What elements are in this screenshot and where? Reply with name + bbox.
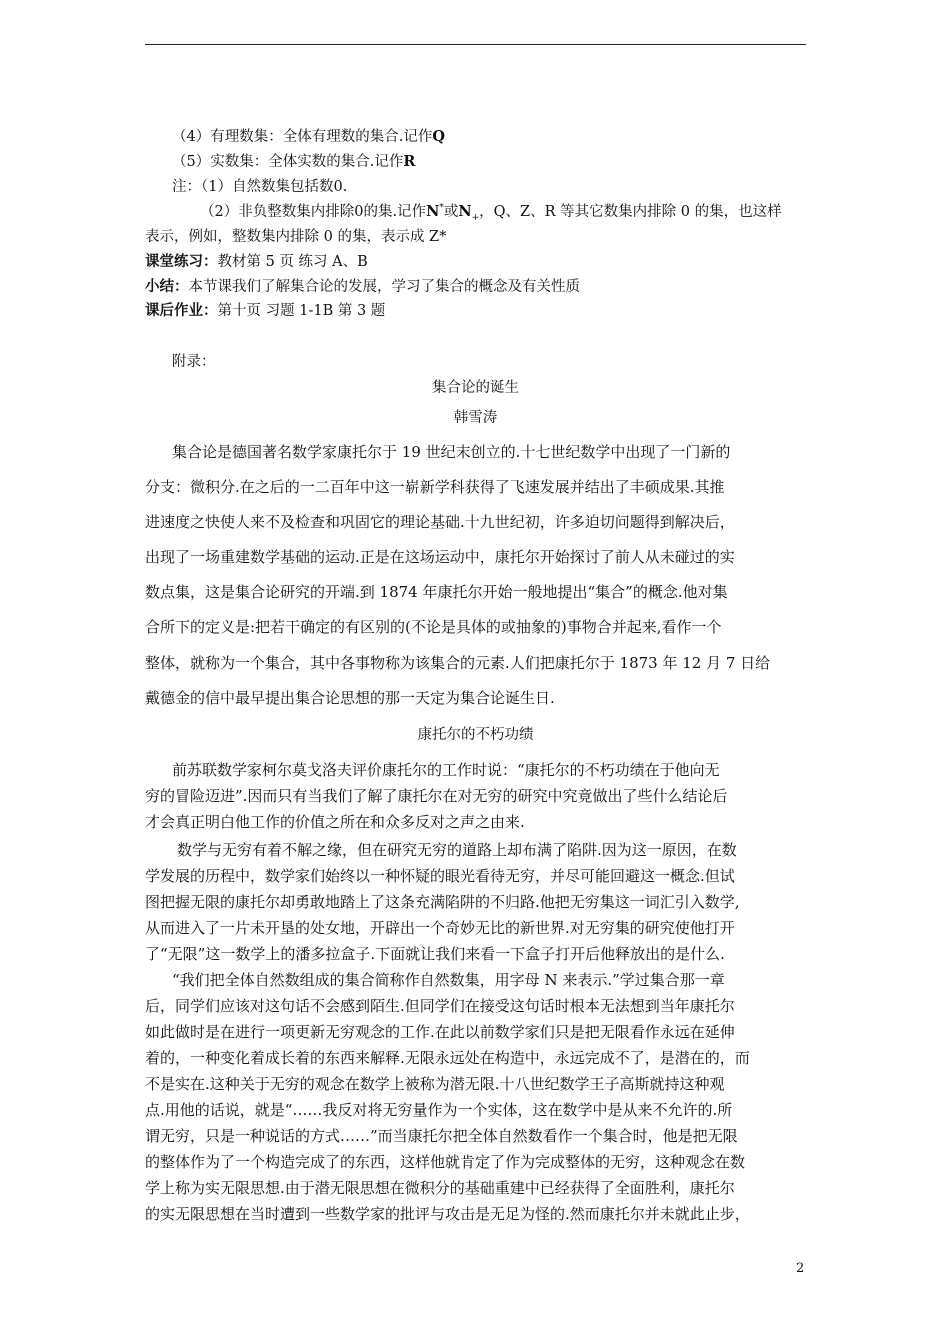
paragraph-line: 集合论是德国著名数学家康托尔于 19 世纪末创立的.十七世纪数学中出现了一门新的 [172, 443, 731, 461]
article-title: 集合论的诞生 [432, 380, 519, 396]
paragraph-line: 了“无限”这一数学上的潘多拉盒子.下面就让我们来看一下盒子打开后他释放出的是什么. [145, 945, 725, 963]
paragraph-line: 戴德金的信中最早提出集合论思想的那一天定为集合论诞生日. [145, 689, 555, 707]
homework-line [145, 301, 385, 321]
note2-plus: + [471, 213, 480, 223]
note2-or: 或 [443, 204, 459, 220]
paragraph-line: 从而进入了一片未开垦的处女地，开辟出一个奇妙无比的新世界.对无穷集的研究使他打开 [145, 919, 735, 937]
note2-symbol-n2: N [458, 203, 472, 220]
page-number: 2 [796, 1261, 805, 1276]
rational-set-text: （4）有理数集：全体有理数的集合.记作 [172, 129, 433, 145]
paragraph-line: 整体，就称为一个集合，其中各事物称为该集合的元素.人们把康托尔于 1873 年 12 月 7 日给 [145, 654, 771, 672]
header-rule [145, 44, 806, 45]
article-author: 韩雪涛 [453, 410, 498, 426]
note2-symbol-n: N [426, 203, 440, 220]
note2-text-b: ，Q、Z、R 等其它数集内排除 0 的集，也这样 [479, 204, 782, 220]
appendix-label: 附录： [172, 354, 216, 370]
summary-text: 本节课我们了解集合论的发展，学习了集合的概念及有关性质 [188, 279, 580, 295]
paragraph-line: 出现了一场重建数学基础的运动.正是在这场运动中，康托尔开始探讨了前人从未碰过的实 [145, 548, 735, 566]
real-set-line [172, 152, 415, 172]
practice-line [145, 252, 368, 272]
paragraph-line: 才会真正明白他工作的价值之所在和众多反对之声之由来. [145, 813, 525, 831]
paragraph-line: 后，同学们应该对这句话不会感到陌生.但同学们在接受这句话时根本无法想到当年康托尔 [145, 997, 735, 1015]
homework-text: 第十页 习题 1-1B 第 3 题 [217, 303, 386, 319]
section-title: 康托尔的不朽功绩 [417, 727, 534, 743]
paragraph-line: 点.用他的话说，就是“……我反对将无穷量作为一个实体，这在数学中是从来不允许的.所 [145, 1101, 733, 1119]
real-set-symbol: R [403, 153, 416, 170]
practice-label: 课堂练习： [145, 253, 218, 270]
paragraph-line: “我们把全体自然数组成的集合简称作自然数集，用字母 N 来表示.”学过集合那一章 [172, 971, 725, 989]
paragraph-line: 着的，一种变化着成长着的东西来解释.无限永远处在构造中，永远完成不了，是潜在的，而 [145, 1049, 750, 1067]
note-line-2 [200, 202, 782, 224]
paragraph-line: 合所下的定义是:把若干确定的有区别的(不论是具体的或抽象的)事物合并起来,看作一个 [145, 618, 722, 636]
note2-text-a: （2）非负整数集内排除0的集.记作 [200, 204, 427, 220]
paragraph-line: 的整体作为了一个构造完成了的东西，这样他就肯定了作为完成整体的无穷，这种观念在数 [145, 1153, 746, 1171]
paragraph-line: 数学与无穷有着不解之缘，但在研究无穷的道路上却布满了陷阱.因为这一原因，在数 [177, 841, 737, 859]
paragraph-line: 学发展的历程中，数学家们始终以一种怀疑的眼光看待无穷，并尽可能回避这一概念.但试 [145, 867, 735, 885]
paragraph-line: 的实无限思想在当时遭到一些数学家的批评与攻击是无足为怪的.然而康托尔并未就此止步， [145, 1205, 750, 1223]
paragraph-line: 学上称为实无限思想.由于潜无限思想在微积分的基础重建中已经获得了全面胜利，康托尔 [145, 1179, 735, 1197]
homework-label: 课后作业： [145, 302, 218, 319]
paragraph-line: 谓无穷，只是一种说话的方式……”而当康托尔把全体自然数看作一个集合时，他是把无限 [145, 1127, 738, 1145]
real-set-text: （5）实数集：全体实数的集合.记作 [172, 154, 404, 170]
note2-star: * [439, 203, 444, 213]
summary-line [145, 277, 580, 297]
paragraph-line: 前苏联数学家柯尔莫戈洛夫评价康托尔的工作时说：“康托尔的不朽功绩在于他向无 [172, 761, 720, 779]
practice-text: 教材第 5 页 练习 A、B [217, 254, 368, 270]
rational-set-symbol: Q [432, 128, 445, 145]
summary-label: 小结： [145, 278, 189, 295]
paragraph-line: 进速度之快使人来不及检查和巩固它的理论基础.十九世纪初，许多迫切问题得到解决后， [145, 513, 735, 531]
note-line-1: 注：（1）自然数集包括数0. [172, 179, 348, 195]
paragraph-line: 不是实在.这种关于无穷的观念在数学上被称为潜无限.十八世纪数学王子高斯就持这种观 [145, 1075, 725, 1093]
paragraph-line: 如此做时是在进行一项更新无穷观念的工作.在此以前数学家们只是把无限看作永远在延伸 [145, 1023, 735, 1041]
paragraph-line: 图把握无限的康托尔却勇敢地踏上了这条充满陷阱的不归路.他把无穷集这一词汇引入数学, [145, 893, 740, 911]
paragraph-line: 数点集，这是集合论研究的开端.到 1874 年康托尔开始一般地提出“集合”的概念.他对集 [145, 583, 728, 601]
paragraph-line: 穷的冒险迈进”.因而只有当我们了解了康托尔在对无穷的研究中究竟做出了些什么结论后 [145, 787, 728, 805]
rational-set-line [172, 127, 445, 147]
paragraph-line: 分支：微积分.在之后的一二百年中这一崭新学科获得了飞速发展并结出了丰硕成果.其推 [145, 478, 725, 496]
note-line-3: 表示，例如，整数集内排除 0 的集，表示成 Z* [145, 229, 447, 245]
